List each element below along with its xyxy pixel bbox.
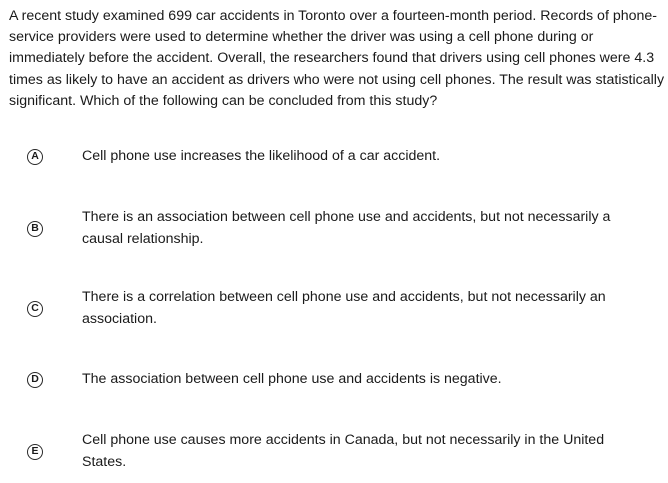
choice-a[interactable] xyxy=(0,146,668,170)
choice-b-bubble[interactable]: B xyxy=(27,221,43,237)
choice-a-text: Cell phone use increases the likelihood of a car accident. xyxy=(82,148,441,164)
choice-c[interactable] xyxy=(0,287,668,331)
choice-d-text: The association between cell phone use and accidents is negative. xyxy=(82,371,502,387)
choice-b-text: There is an association between cell phone use and accidents, but not necessarily a causal relationship. xyxy=(82,209,611,247)
question-text: A recent study examined 699 car accidents in Toronto over a fourteen-month period. Records of phone-service providers were used to determine whether the driver was using a cell phone during or immediately before the accident. Overall, the researchers found that drivers using cell phones were 4.3 times as likely to have an accident as drivers who were not using cell phones. The result was statistically significant. Which of the following can be concluded from this study? xyxy=(9,8,665,109)
choice-c-bubble[interactable]: C xyxy=(27,301,43,317)
choice-d-bubble[interactable]: D xyxy=(27,372,43,388)
choice-b[interactable] xyxy=(0,207,668,251)
choice-c-text: There is a correlation between cell phone use and accidents, but not necessarily an association. xyxy=(82,289,606,327)
choice-a-bubble[interactable]: A xyxy=(27,149,43,165)
choice-d[interactable] xyxy=(0,369,668,393)
choice-e-text: Cell phone use causes more accidents in Canada, but not necessarily in the United States. xyxy=(82,432,605,470)
choice-e-bubble[interactable]: E xyxy=(27,444,43,460)
choice-e[interactable] xyxy=(0,430,668,474)
